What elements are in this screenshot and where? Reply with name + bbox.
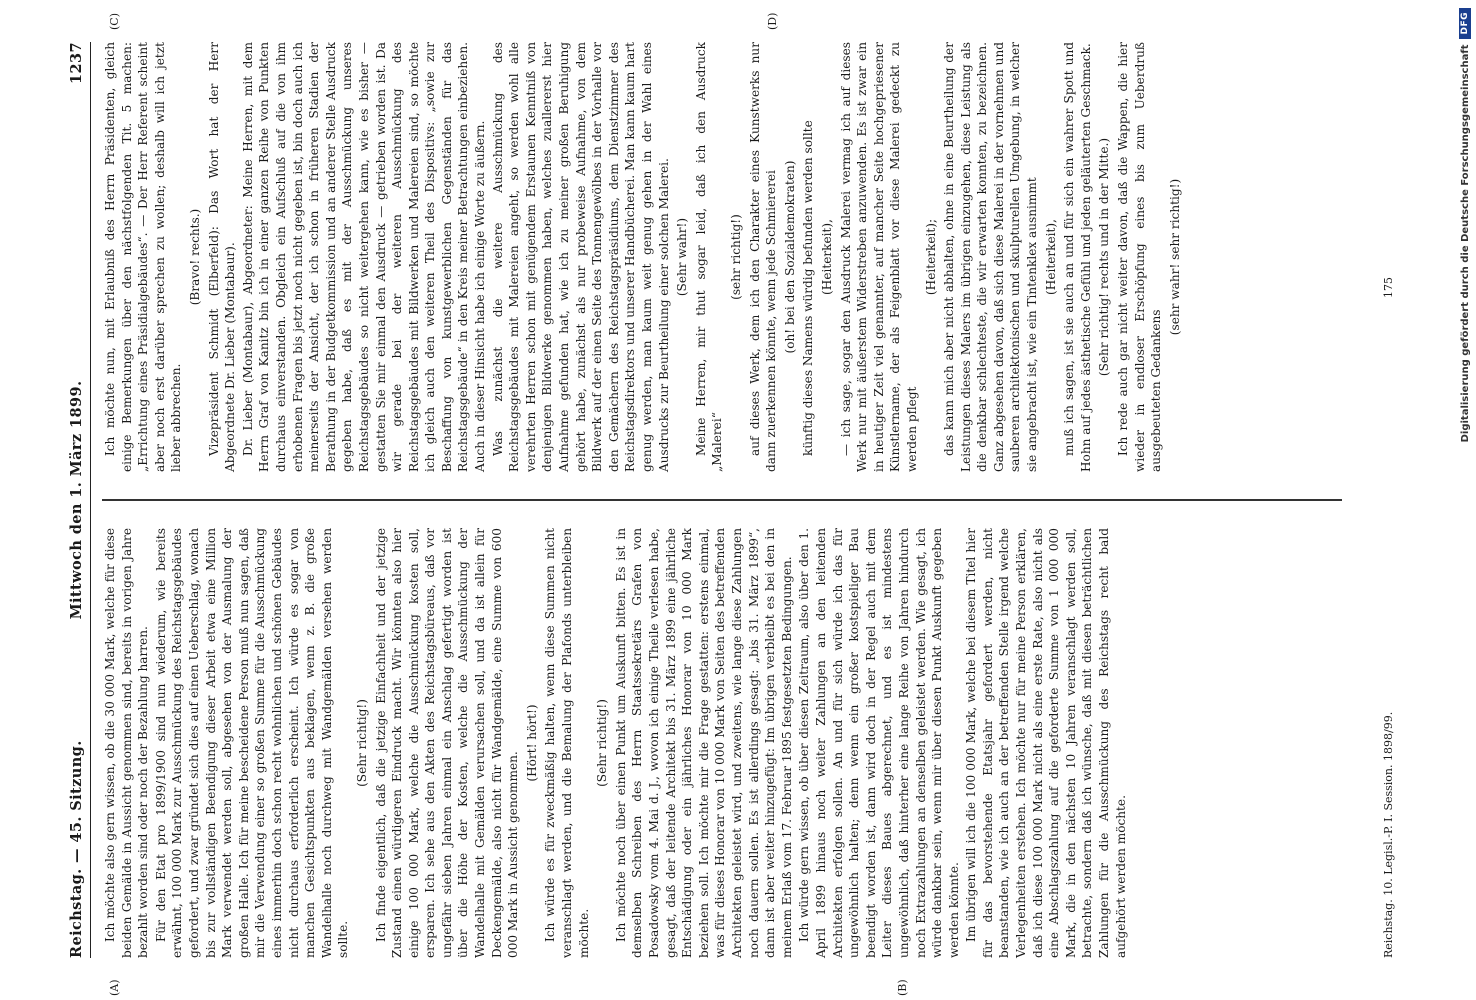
margin-letter-b: (B) <box>896 979 909 996</box>
dfg-logo: DFG <box>1459 8 1471 39</box>
interjection: (Sehr wahr!) <box>675 217 690 297</box>
paragraph: Meine Herren, mir thut sogar leid, daß ich den Ausdruck „Malerei“ <box>693 42 725 472</box>
interjection: (Sehr richtig! rechts und in der Mitte.) <box>1097 137 1112 377</box>
paragraph: Ich möchte nun, mit Erlaubniß des Herrn Präsidenten, gleich einige Bemerkungen über den nächstfolgenden Tit. 5 machen: „Errichtung eines Präsidialgebäudes“. — Der Herr Referent scheint aber noch erst darüber sprechen zu wollen; deshalb will ich jetzt lieber abbrechen. <box>103 42 184 472</box>
right-text-column <box>102 42 1372 472</box>
digitization-credit <box>1454 8 1476 908</box>
document-page <box>66 12 1471 996</box>
interjection: (Heiterkeit), <box>819 219 834 295</box>
paragraph: auf dieses Werk, dem ich den Charakter eines Kunstwerks nur dann zuerkennen könnte, wenn jede Schmiererei <box>747 42 779 472</box>
interjection: (Hört! hört!) <box>524 704 539 782</box>
running-header <box>66 42 91 958</box>
digitization-text: Digitalisierung gefördert durch die Deutsche Forschungsgemeinschaft <box>1459 44 1471 443</box>
paragraph: Vizepräsident Schmidt (Elberfeld): Das Wort hat der Herr Abgeordnete Dr. Lieber (Montabaur). <box>206 42 238 472</box>
interjection: (Bravo! rechts.) <box>187 208 202 306</box>
paragraph: Im übrigen will ich die 100 000 Mark, welche bei diesem Titel hier für das bevorstehende Etatsjahr gefordert werden, nicht beanstanden, wie ich auch an der betreffenden Stelle irgend welche Verlegenheiten erstehen. Ich möchte nur für meine Person erklären, daß ich diese 100 000 Mark nicht als eine erste Rate, also nicht als eine Abschlagszahlung auf die geforderte Summe von 1 000 000 Mark, die in den nächsten 10 Jahren veranschlagt werden soll, betrachte, sondern daß ich wünsche, daß mit diesen beträchtlichen Zahlungen für die Ausschmückung des Reichstags recht bald aufgehört werden möchte. <box>964 528 1128 958</box>
paragraph: Ich würde es für zweckmäßig halten, wenn diese Summen nicht veranschlagt werden, und die Bemalung der Plafonds unterbleiben möchte. <box>543 528 591 958</box>
printer-signature: 175 <box>1382 277 1395 298</box>
interjection: (Heiterkeit); <box>923 218 938 296</box>
interjection: (sehr richtig!) <box>728 214 743 300</box>
paragraph: Ich möchte noch über einen Punkt um Auskunft bitten. Es ist in demselben Schreiben des Herrn Staatssekretärs Grafen von Posadowsky vom 4. Mai d. J., wovon ich einige Theile verlesen habe, gesagt, daß der leitende Architekt bis 31. März 1899 eine jährliche Entschädigung oder ein jährliches Honorar von 10 000 Mark beziehen soll. Ich möchte mir die Frage gestatten: erstens einmal, was für dieses Honorar von 10 000 Mark von Seiten des betreffenden Architekten geleistet wird, und zweitens, wie lange diese Zahlungen noch dauern sollen. Es ist allerdings gesagt: „bis 31. März 1899“, dann ist aber weiter hinzugefügt: Im übrigen verbleibt es bei den in meinem Erlaß vom 17. Februar 1895 festgesetzten Bedingungen. <box>613 528 794 958</box>
paragraph: muß ich sagen, ist sie auch an und für sich ein wahrer Spott und Hohn auf jedes ästhetische Gefühl und jeden geläuterten Geschmack. <box>1062 42 1093 472</box>
paragraph: Für den Etat pro 1899/1900 sind nun wiederum, wie bereits erwähnt, 100 000 Mark zur Ausschmückung des Reichstagsgebäudes gefordert, und zwar gründet sich dies auf einen Ueberschlag, wonach bis zur vollständigen Beendigung dieser Arbeit etwa eine Million Mark verwendet werden soll, abgesehen von der Ausmalung der großen Halle. Ich für meine bescheidene Person muß nun sagen, daß mir die Verwendung einer so großen Summe für die Ausschmückung eines immerhin doch schon recht wohnlichen und schönen Gebäudes nicht durchaus erforderlich erscheint. Ich würde es sogar von manchen Gesichtspunkten aus beklagen, wenn z. B. die große Wandelhalle noch durchweg mit Wandgemälden versehen werden sollte. <box>153 528 351 958</box>
interjection: (Heiterkeit), <box>1043 219 1058 295</box>
margin-letter-a: (A) <box>108 979 121 996</box>
paragraph: Ich möchte also gern wissen, ob die 30 000 Mark, welche für diese beiden Gemälde in Aussicht genommen sind, bereits in vorigen Jahre bezahlt worden sind oder noch der Bezahlung harren. <box>103 528 151 958</box>
paragraph: Ich rede auch gar nicht weiter davon, daß die Wappen, die hier wieder in endloser Erschöpfung eines bis zum Ueberdruß ausgebeuteten Gedankens <box>1116 42 1164 472</box>
paragraph: Ich würde gern wissen, ob über diesen Zeitraum, also über den 1. April 1899 hinaus noch weiter Zahlungen an den leitenden Architekten erfolgen sollen. An und für sich würde ich das für ungewöhnlich halten; denn wenn ein großer kostspieliger Bau beendigt worden ist, dann wird doch in der Regel auch mit dem Leiter dieses Baues abgerechnet, und es ist mindestens ungewöhnlich, daß hinterher eine lange Reihe von Jahren hindurch noch Extrazahlungen an denselben geleistet werden. Wie gesagt, ich würde dankbar sein, wenn mir über diesen Punkt Auskunft gegeben werden könnte. <box>797 528 961 958</box>
left-text-column <box>102 528 1372 958</box>
interjection: (sehr wahr! sehr richtig!) <box>1167 178 1182 336</box>
paragraph: Ich finde eigentlich, daß die jetzige Einfachheit und der jetzige Zustand einen würdigeren Eindruck macht. Wir könnten also hier einige 100 000 Mark, welche die Ausschmückung kosten soll, ersparen. Ich sehe aus den Akten des Reichstagsbüreaus, daß vor ungefähr sieben Jahren einmal ein Anschlag gefertigt worden ist über die Höhe der Kosten, welche die Ausschmückung der Wandelhalle mit Gemälden verursachen soll, und da ist allein für Deckengemälde, also nicht für Wandgemälde, eine Summe von 600 000 Mark in Aussicht genommen. <box>373 528 521 958</box>
header-left: Reichstag. — 45. Sitzung. <box>68 740 85 958</box>
margin-letter-d: (D) <box>766 12 779 30</box>
header-date: Mittwoch den 1. März 1899. <box>68 380 85 620</box>
column-divider <box>102 500 1342 502</box>
paragraph: — ich sage, sogar den Ausdruck Malerei vermag ich auf dieses Werk nur mit äußerstem Widerstreben anzuwenden. Es ist zwar ein in heutiger Zeit viel genannter, auf mancher Seite hochgepriesener Künstlername, der als Feigenblatt vor diese Malerei gedeckt zu werden pflegt <box>838 42 919 472</box>
paragraph: künftig dieses Namens würdig befunden werden sollte <box>801 120 816 456</box>
interjection: (Sehr richtig!) <box>354 699 369 787</box>
margin-letter-c: (C) <box>108 13 121 30</box>
page-number: 1237 <box>68 42 85 84</box>
paragraph: Dr. Lieber (Montabaur), Abgeordneter: Meine Herren, mit dem Herrn Graf von Kanitz bin ich in einer ganzen Reihe von Punkten durchaus einverstanden. Obgleich ein Aufschluß auf die von ihm erhobenen Fragen bis jetzt noch nicht gegeben ist, bin doch auch ich meinerseits der Ansicht, der ich schon in früheren Stadien der Berathung in der Budgetkommission und an anderer Stelle Ausdruck gegeben habe, daß es mit der Ausschmückung unseres Reichstagsgebäudes so nicht weitergehen kann, wie es bisher — gestatten Sie mir einmal den Ausdruck — getrieben worden ist. Da wir gerade bei der weiteren Ausschmückung des Reichstagsgebäudes mit Bildwerken und Malereien sind, so möchte ich gleich auch den weiteren Theil des Dispositivs: „sowie zur Beschaffung von kunstgewerblichen Gegenständen für das Reichstagsgebäude“ in den Kreis meiner Betrachtungen einbeziehen. Auch in dieser Hinsicht habe ich einige Worte zu äußern. <box>240 42 488 472</box>
interjection: (Sehr richtig!) <box>595 699 610 787</box>
footer-session-line: Reichstag. 10. Legisl.-P. I. Session. 1898/99. <box>1382 711 1395 958</box>
interjection: (oh! bei den Sozialdemokraten) <box>782 160 797 354</box>
paragraph: Was zunächst die weitere Ausschmückung des Reichstagsgebäudes mit Malereien angeht, so werden wohl alle verehrten Herren schon mit genügendem Erstaunen Kenntniß von denjenigen Bildwerke genommen haben, welches zuallererst hier Aufnahme gefunden hat, wie ich zu meiner großen Beruhigung gehört habe, zunächst als nur probeweise Aufnahme, von dem Bildwerk auf der einen Seite des Tonnengewölbes in der Vorhalle vor den Gemächern des Reichstagspräsidiums, dem Dienstzimmer des Reichstagsdirektors und unserer Handbücherei. Man kann kaum hart genug werden, man kaum weit genug gehen in der Wahl eines Ausdrucks zur Beurtheilung einer solchen Malerei. <box>490 42 671 472</box>
paragraph: das kann mich aber nicht abhalten, ohne in eine Beurtheilung der Leistungen dieses Malers im übrigen einzugehen, diese Leistung als die denkbar schlechteste, die wir erwarten konnten, zu bezeichnen. Ganz abgesehen davon, daß sich diese Malerei in der vornehmen und sauberen architektonischen und skulpturellen Umgebung, in welcher sie angebracht ist, wie ein Tintenklex ausnimmt <box>942 42 1040 472</box>
